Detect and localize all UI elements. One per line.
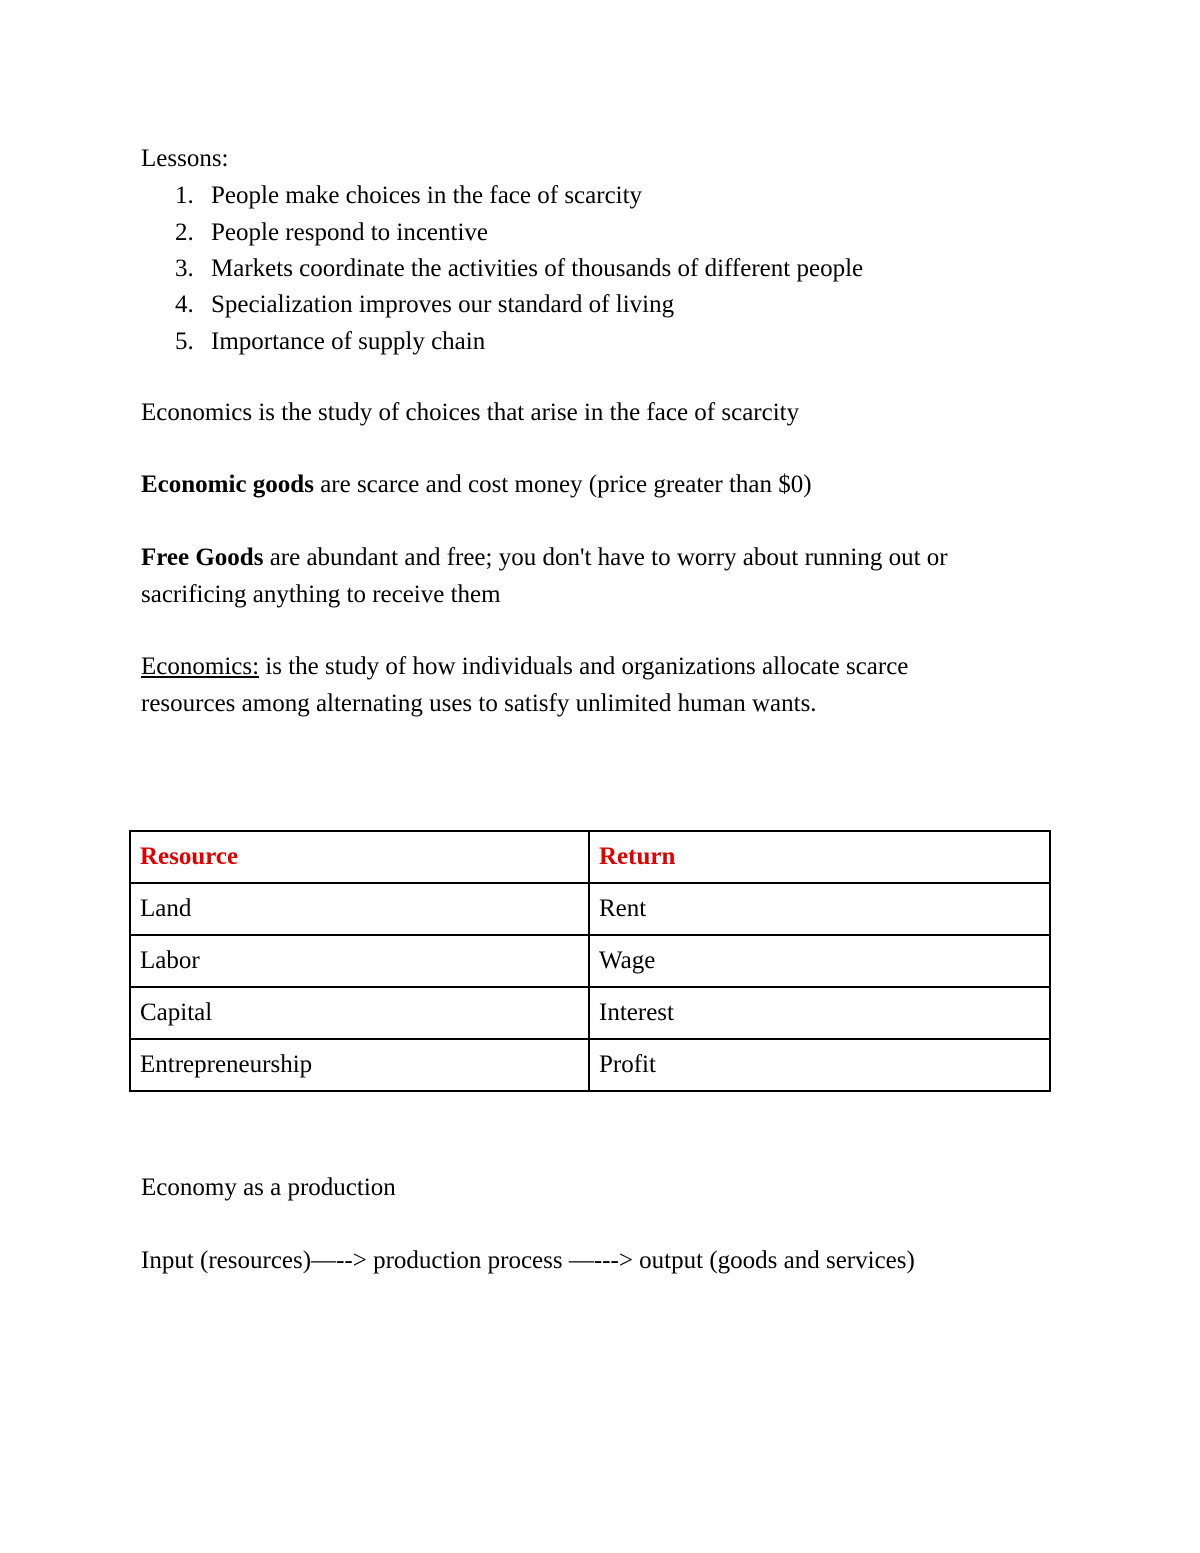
list-item-number: 3.: [175, 255, 194, 282]
free-goods-paragraph-line2: sacrificing anything to receive them: [141, 581, 501, 608]
table-row: [130, 1039, 1050, 1091]
list-item-text: People respond to incentive: [211, 219, 489, 246]
table-row: [130, 987, 1050, 1039]
production-heading: Economy as a production: [141, 1174, 396, 1201]
economics-definition-term: Economics:: [141, 653, 260, 680]
table-cell-return: Wage: [589, 935, 1050, 987]
table-cell-resource: Capital: [130, 987, 589, 1039]
resource-return-table: [129, 830, 1051, 1092]
table-cell-resource: Land: [130, 883, 589, 935]
table-cell-return: Interest: [589, 987, 1050, 1039]
economics-definition-line1: [141, 652, 908, 682]
list-item-number: 1.: [175, 182, 194, 209]
economic-goods-description: are scarce and cost money (price greater than $0): [313, 471, 812, 498]
economics-definition-text: is the study of how individuals and organizations allocate scarce: [259, 653, 909, 680]
list-item-text: Importance of supply chain: [211, 328, 486, 355]
list-item-number: 5.: [175, 328, 194, 355]
economic-goods-term: Economic goods: [141, 471, 314, 498]
lessons-heading: Lessons:: [141, 145, 229, 172]
table-row: [130, 883, 1050, 935]
table-cell-return: Rent: [589, 883, 1050, 935]
table-header-return: Return: [589, 831, 1050, 883]
list-item-text: Specialization improves our standard of living: [211, 291, 675, 318]
free-goods-description: are abundant and free; you don't have to worry about running out or: [263, 544, 948, 571]
list-item-text: People make choices in the face of scarcity: [211, 182, 643, 209]
free-goods-term: Free Goods: [141, 544, 264, 571]
economics-definition-line2: resources among alternating uses to satisfy unlimited human wants.: [141, 690, 817, 717]
list-item-number: 4.: [175, 291, 194, 318]
table-cell-return: Profit: [589, 1039, 1050, 1091]
table-header-resource: Resource: [130, 831, 589, 883]
list-item-text: Markets coordinate the activities of thousands of different people: [211, 255, 864, 282]
economic-goods-paragraph: [141, 470, 812, 500]
table-row: [130, 935, 1050, 987]
table-cell-resource: Labor: [130, 935, 589, 987]
free-goods-paragraph-line1: [141, 543, 948, 573]
list-item-number: 2.: [175, 219, 194, 246]
production-flow: Input (resources)—--> production process —---> output (goods and services): [141, 1247, 915, 1274]
table-header-row: [130, 831, 1050, 883]
economics-study-paragraph: Economics is the study of choices that arise in the face of scarcity: [141, 399, 800, 426]
table-cell-resource: Entrepreneurship: [130, 1039, 589, 1091]
